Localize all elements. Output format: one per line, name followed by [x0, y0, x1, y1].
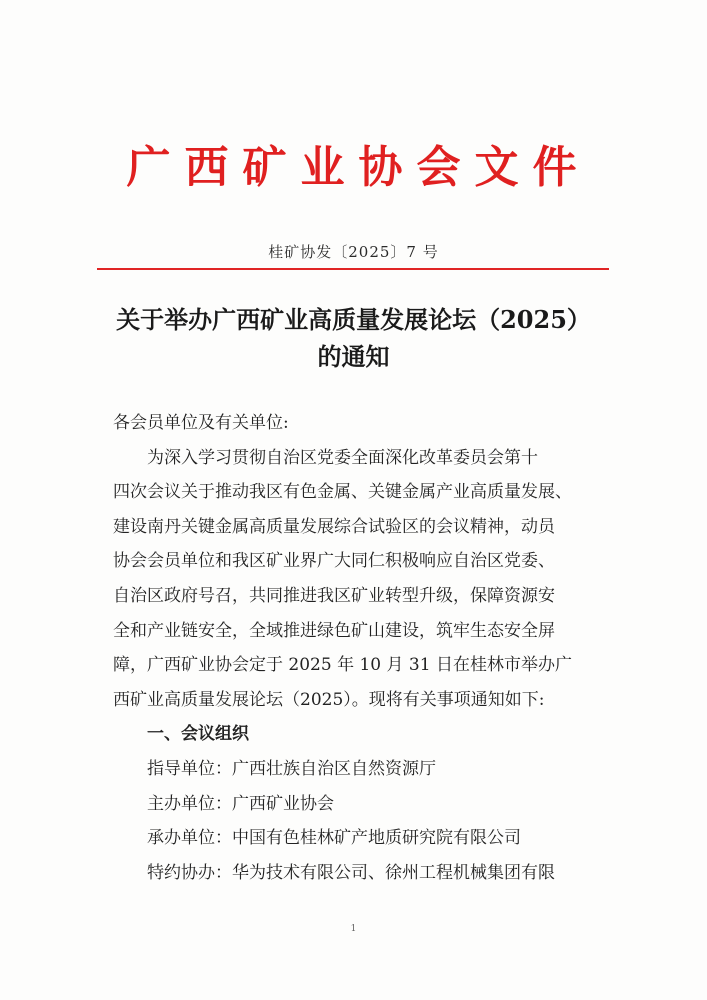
paragraph-line: 自治区政府号召，共同推进我区矿业转型升级，保障资源安	[113, 585, 555, 606]
notice-title-line-1: 关于举办广西矿业高质量发展论坛（2025）	[116, 305, 591, 334]
paragraph-line: 四次会议关于推动我区有色金属、关键金属产业高质量发展、	[113, 482, 572, 503]
paragraph-line: 全和产业链安全，全域推进绿色矿山建设，筑牢生态安全屏	[113, 620, 555, 641]
notice-title-line-2: 的通知	[317, 342, 390, 371]
paragraph-line: 建设南丹关键金属高质量发展综合试验区的会议精神，动员	[113, 516, 555, 537]
page-number: 1	[350, 924, 357, 934]
red-separator-rule	[97, 268, 609, 270]
document-number: 桂矿协发〔2025〕7 号	[268, 243, 439, 261]
org-row-organizer: 承办单位：中国有色桂林矿产地质研究院有限公司	[147, 828, 521, 849]
salutation: 各会员单位及有关单位:	[113, 413, 289, 433]
paragraph-line: 西矿业高质量发展论坛（2025）。现将有关事项通知如下:	[113, 689, 545, 710]
notice-body	[113, 406, 613, 890]
paragraph-line: 协会会员单位和我区矿业界广大同仁积极响应自治区党委、	[113, 551, 555, 572]
paragraph-line: 障，广西矿业协会定于 2025 年 10 月 31 日在桂林市举办广	[113, 655, 572, 676]
org-row-co-organizer: 特约协办：华为技术有限公司、徐州工程机械集团有限	[147, 862, 555, 883]
issuer-header-title: 广西矿业协会文件	[126, 142, 591, 193]
org-row-host: 主办单位：广西矿业协会	[147, 793, 334, 814]
section-heading: 一、会议组织	[147, 724, 249, 745]
org-row-guidance: 指导单位：广西壮族自治区自然资源厅	[147, 758, 436, 779]
paragraph-line: 为深入学习贯彻自治区党委全面深化改革委员会第十	[147, 447, 538, 468]
